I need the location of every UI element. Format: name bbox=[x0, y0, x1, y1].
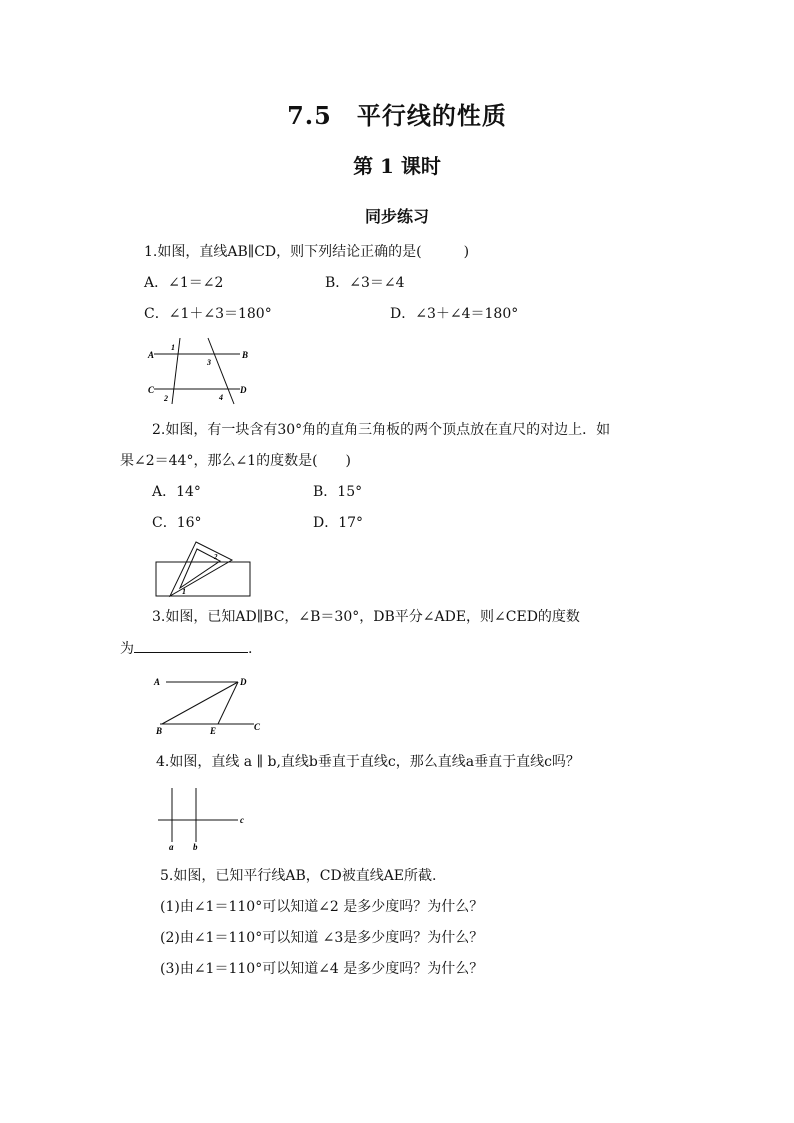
q1-option-a: A．∠1＝∠2 bbox=[144, 275, 224, 291]
q2-stem-line2: 果∠2＝44°，那么∠1的度数是( ) bbox=[120, 453, 352, 469]
label-angle-1: 1 bbox=[171, 343, 175, 352]
q5-part-3: (3)由∠1＝110°可以知道∠4 是多少度吗？为什么？ bbox=[160, 961, 484, 977]
label-c: C bbox=[148, 385, 155, 395]
q1-option-c: C．∠1＋∠3＝180° bbox=[144, 306, 272, 322]
label-angle-1: 1 bbox=[182, 587, 186, 596]
q3-stem-line2 bbox=[120, 638, 252, 659]
label-angle-2: 2 bbox=[214, 553, 218, 561]
label-angle-3: 3 bbox=[207, 358, 211, 367]
q2-figure bbox=[152, 540, 256, 600]
label-b: B bbox=[242, 350, 249, 360]
q3-suffix: . bbox=[248, 641, 253, 657]
q4-figure bbox=[152, 784, 256, 852]
label-d: D bbox=[240, 385, 247, 395]
q1-option-d: D．∠3＋∠4＝180° bbox=[390, 306, 519, 322]
q2-option-c: C．16° bbox=[152, 515, 202, 531]
segment-de bbox=[218, 682, 238, 724]
label-b: b bbox=[193, 842, 198, 852]
label-e: E bbox=[210, 726, 217, 736]
q2-stem-line1: 2.如图，有一块含有30°角的直角三角板的两个顶点放在直尺的对边上．如 bbox=[152, 422, 611, 438]
label-a: a bbox=[169, 842, 174, 852]
ruler bbox=[156, 562, 250, 596]
q5-stem: 5.如图，已知平行线AB，CD被直线AE所截. bbox=[160, 868, 437, 884]
triangle-outer bbox=[170, 542, 232, 596]
q1-stem: 1.如图，直线AB∥CD，则下列结论正确的是( ) bbox=[144, 244, 470, 260]
label-angle-2: 2 bbox=[164, 394, 168, 403]
q5-part-1: (1)由∠1＝110°可以知道∠2 是多少度吗？为什么？ bbox=[160, 899, 484, 915]
section-title: 同步练习 bbox=[364, 207, 429, 226]
q4-stem: 4.如图，直线 a ∥ b,直线b垂直于直线c，那么直线a垂直于直线c吗？ bbox=[156, 754, 580, 770]
q3-stem-line1: 3.如图，已知AD∥BC，∠B＝30°，DB平分∠ADE，则∠CED的度数 bbox=[152, 609, 580, 625]
page-title: 7.5 平行线的性质 bbox=[287, 101, 507, 130]
q3-figure bbox=[150, 672, 270, 738]
label-a: A bbox=[148, 350, 155, 360]
q2-option-b: B．15° bbox=[313, 484, 363, 500]
label-d: D bbox=[240, 677, 247, 687]
lesson-title: 第 1 课时 bbox=[353, 154, 441, 178]
label-b: B bbox=[156, 726, 163, 736]
q2-option-a: A．14° bbox=[152, 484, 201, 500]
label-c: c bbox=[240, 815, 244, 825]
label-a: A bbox=[154, 677, 161, 687]
answer-blank[interactable] bbox=[134, 638, 248, 653]
q1-figure bbox=[140, 336, 260, 408]
q1-option-b: B．∠3＝∠4 bbox=[325, 275, 405, 291]
label-angle-4: 4 bbox=[219, 393, 223, 402]
label-c: C bbox=[254, 722, 261, 732]
q5-part-2: (2)由∠1＝110°可以知道 ∠3是多少度吗？为什么？ bbox=[160, 930, 484, 946]
segment-db bbox=[162, 682, 238, 724]
q2-option-d: D．17° bbox=[313, 515, 364, 531]
q3-prefix: 为 bbox=[120, 641, 134, 657]
